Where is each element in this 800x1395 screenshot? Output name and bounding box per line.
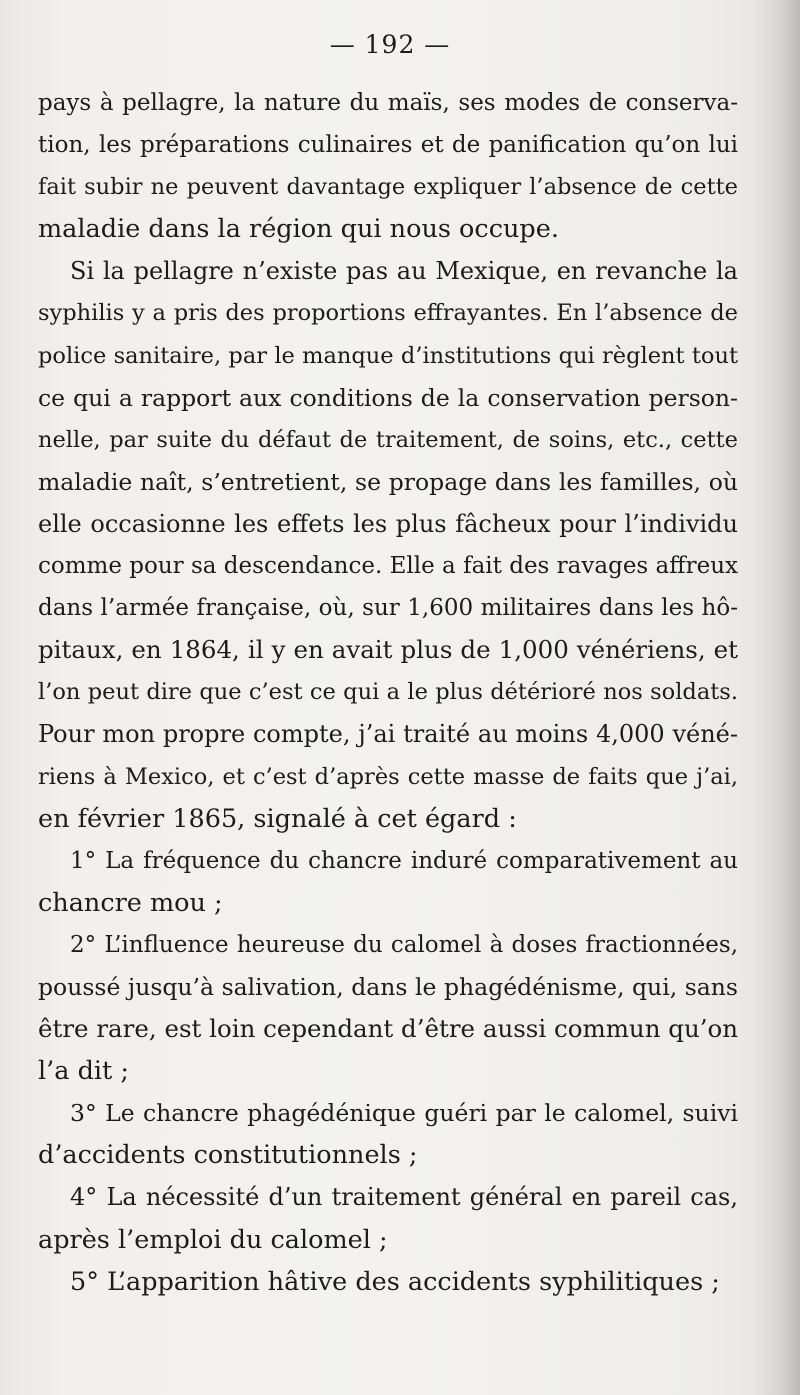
text-line: comme pour sa descendance. Elle a fait des ravages affreux (38, 553, 738, 580)
text-line: 1° La fréquence du chancre induré comparativement au (70, 847, 738, 874)
page-edge-shadow (754, 0, 800, 1395)
text-line: 4° La nécessité d’un traitement général en pareil cas, (70, 1183, 738, 1212)
text-line: nelle, par suite du défaut de traitement, de soins, etc., cette (38, 426, 738, 453)
text-line: dans l’armée française, où, sur 1,600 militaires dans les hô- (38, 595, 738, 622)
page-number: — 192 — (329, 30, 451, 59)
text-line: d’accidents constitutionnels ; (38, 1140, 418, 1171)
text-line: syphilis y a pris des proportions effrayantes. En l’absence de (38, 300, 738, 327)
text-line: chancre mou ; (38, 887, 223, 918)
text-line: l’on peut dire que c’est ce qui a le plus détérioré nos soldats. (38, 679, 738, 706)
text-line: poussé jusqu’à salivation, dans le phagédénisme, qui, sans (38, 972, 738, 1001)
text-line: maladie dans la région qui nous occupe. (38, 214, 559, 245)
text-line: tion, les préparations culinaires et de panification qu’on lui (38, 132, 738, 159)
text-line: 2° L’influence heureuse du calomel à doses fractionnées, (70, 931, 738, 958)
text-line: police sanitaire, par le manque d’institutions qui règlent tout (38, 342, 738, 369)
text-line: elle occasionne les effets les plus fâcheux pour l’individu (38, 509, 738, 538)
text-line: riens à Mexico, et c’est d’après cette masse de faits que j’ai, (38, 763, 738, 790)
text-line: 5° L’apparition hâtive des accidents syphilitiques ; (70, 1266, 720, 1297)
text-line: fait subir ne peuvent davantage expliquer l’absence de cette (38, 174, 738, 201)
text-line: 3° Le chancre phagédénique guéri par le calomel, suivi (70, 1099, 738, 1128)
text-line: en février 1865, signalé à cet égard : (38, 803, 517, 834)
text-line: maladie naît, s’entretient, se propage dans les familles, où (38, 467, 738, 496)
text-line: être rare, est loin cependant d’être aussi commun qu’on (38, 1014, 739, 1044)
text-line: pitaux, en 1864, il y en avait plus de 1,000 vénériens, et (38, 635, 738, 665)
text-line: l’a dit ; (38, 1056, 129, 1087)
body-text (38, 82, 738, 1303)
text-line: pays à pellagre, la nature du maïs, ses modes de conserva- (38, 90, 738, 116)
text-line: ce qui a rapport aux conditions de la conservation person- (38, 383, 738, 412)
text-line: après l’emploi du calomel ; (38, 1224, 388, 1255)
text-line: Si la pellagre n’existe pas au Mexique, en revanche la (70, 257, 738, 286)
text-line: Pour mon propre compte, j’ai traité au moins 4,000 véné- (38, 720, 738, 749)
